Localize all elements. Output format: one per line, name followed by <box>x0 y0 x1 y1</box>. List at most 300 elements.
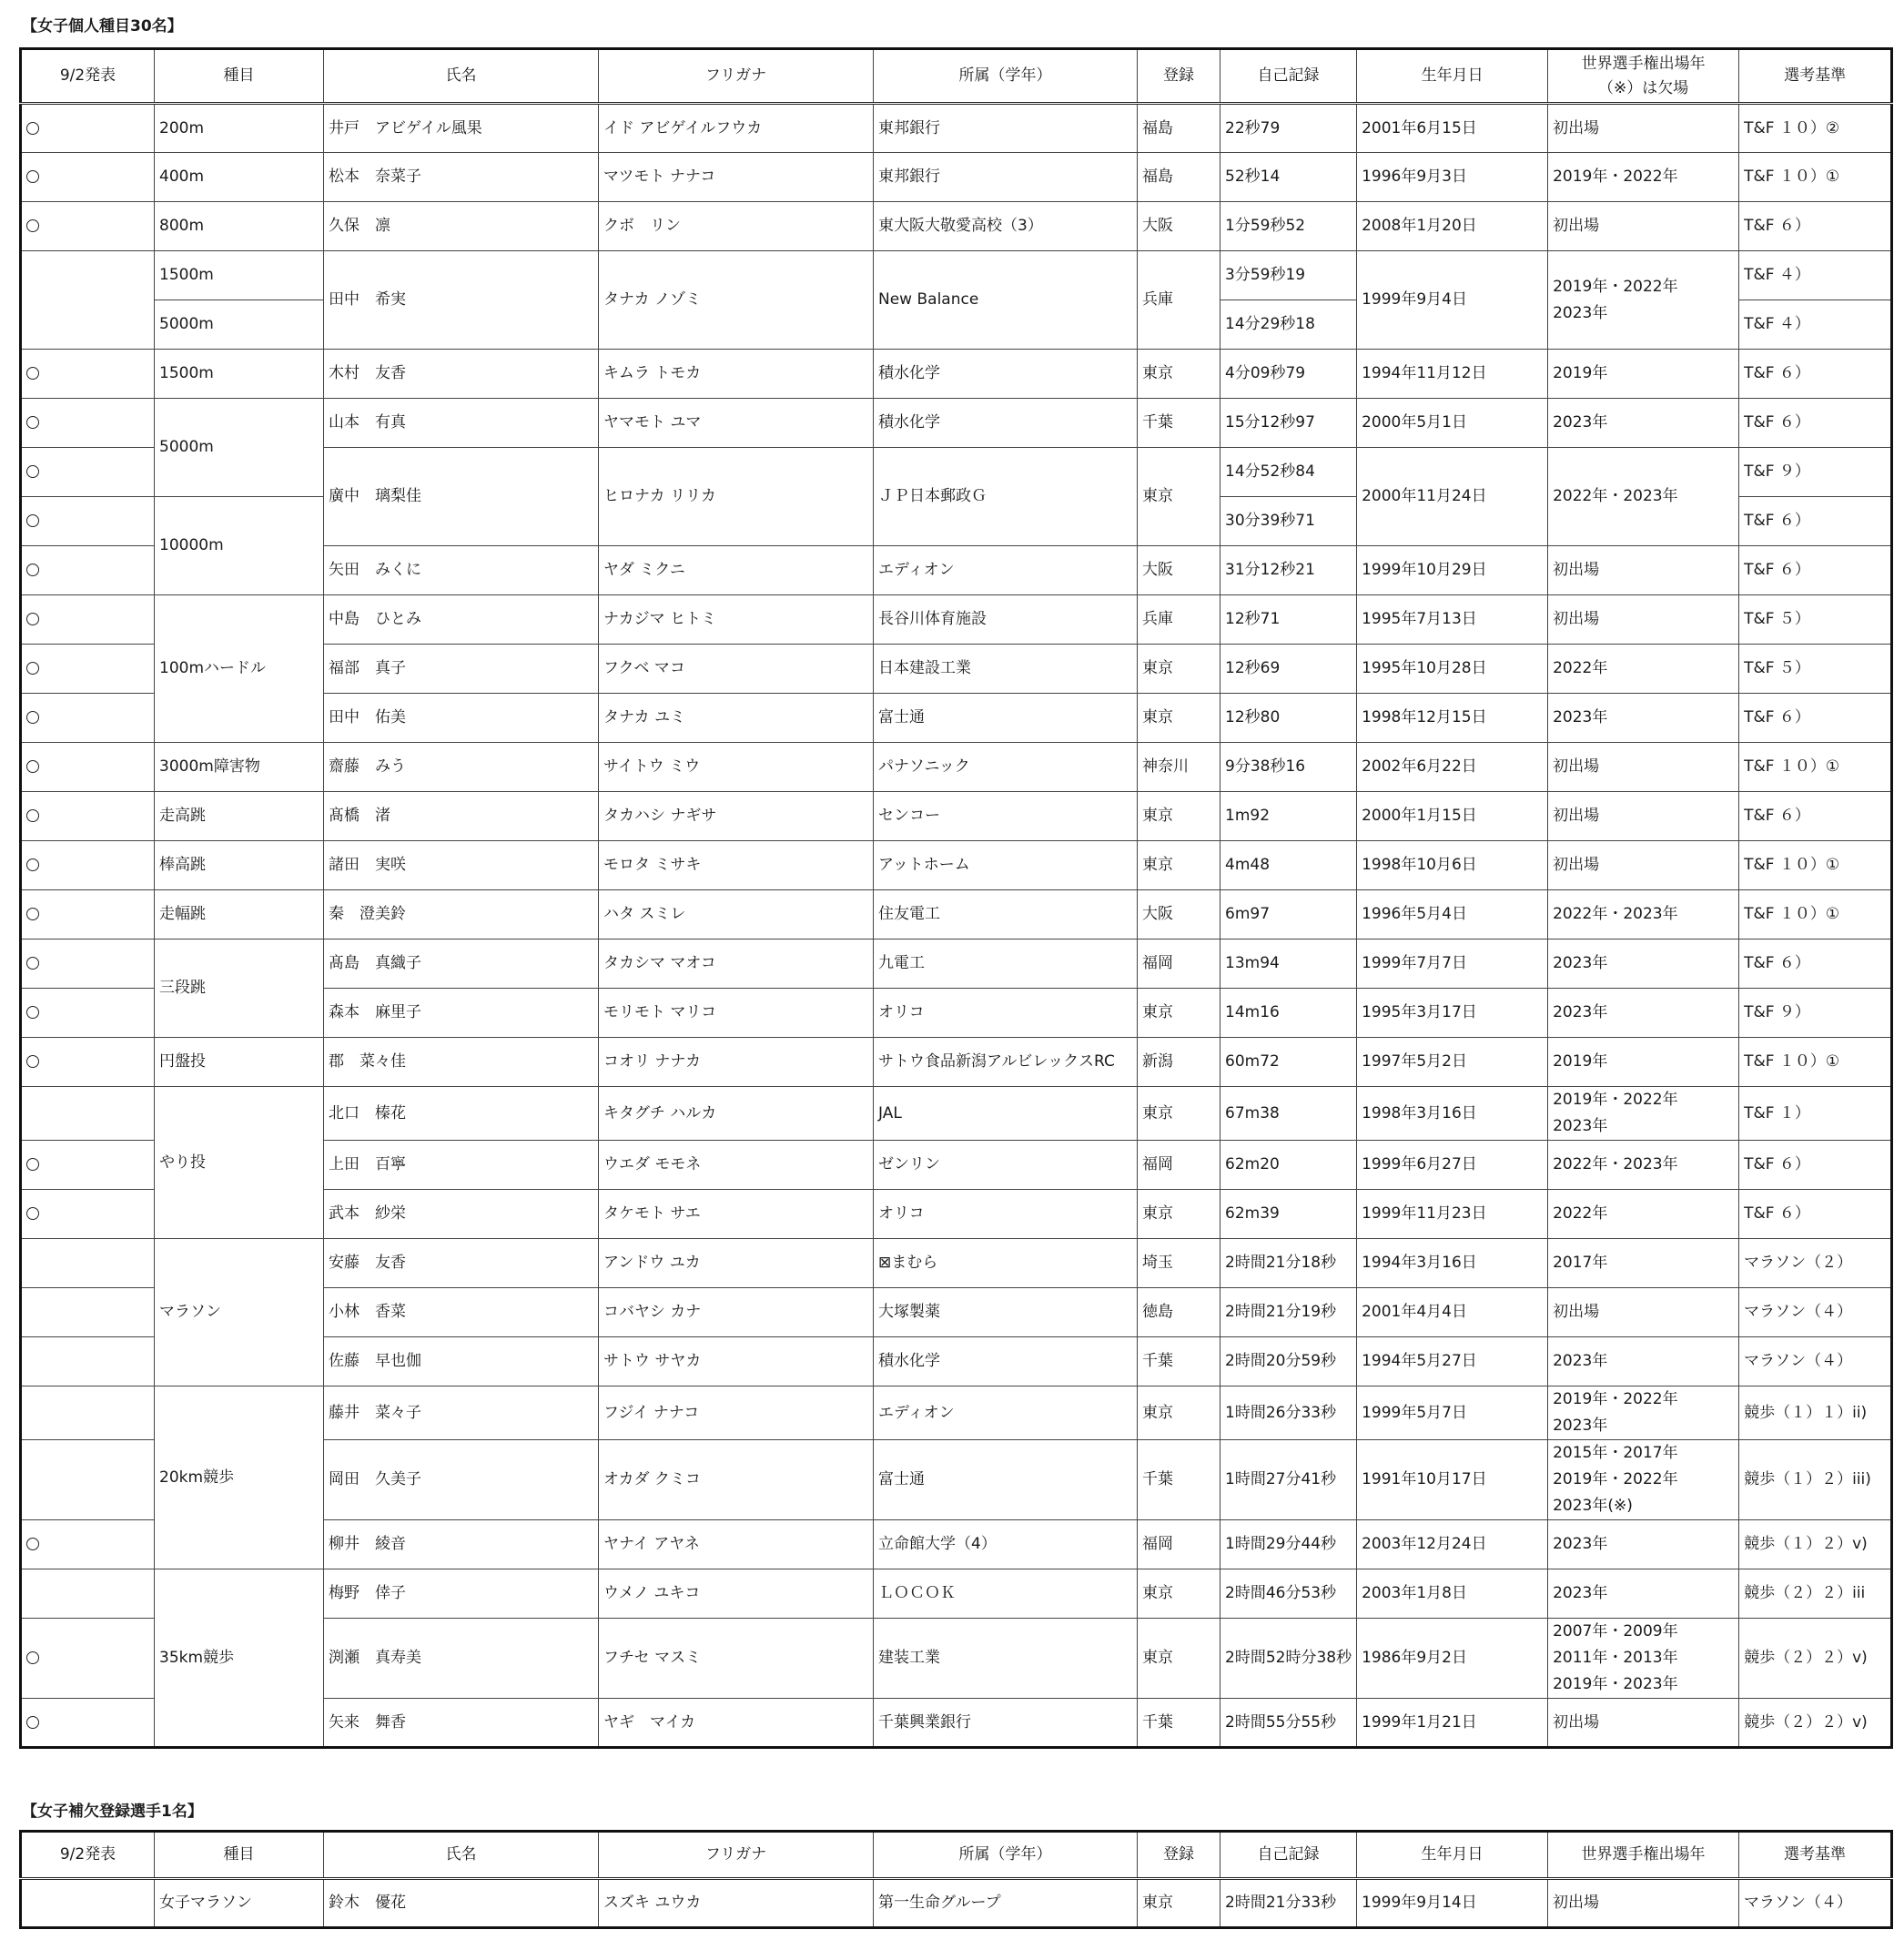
athlete-worlds <box>1548 694 1739 743</box>
athlete-record: 1時間26分33秒 <box>1220 1386 1357 1440</box>
athlete-kana: スズキ ユウカ <box>599 1879 874 1928</box>
announced-cell <box>21 1239 155 1288</box>
athlete-record: 2時間46分53秒 <box>1220 1569 1357 1619</box>
header-worlds-label: 世界選手権出場年 <box>1581 54 1706 73</box>
athlete-criteria: T&F ６） <box>1739 546 1892 595</box>
circle-icon <box>26 514 39 527</box>
athlete-record: 4m48 <box>1220 841 1357 890</box>
worlds-line: 2011年・2013年 <box>1553 1649 1678 1667</box>
athlete-criteria: T&F ６） <box>1739 940 1892 989</box>
athlete-criteria: 競歩（２）２）v) <box>1739 1699 1892 1748</box>
athlete-birth: 1991年10月17日 <box>1357 1440 1548 1520</box>
athlete-region: 東京 <box>1138 1879 1220 1928</box>
header-worlds-note: （※）は欠場 <box>1597 78 1689 97</box>
athlete-birth: 1999年10月29日 <box>1357 546 1548 595</box>
circle-icon <box>26 1651 39 1664</box>
athlete-kana: タナカ ノゾミ <box>599 251 874 350</box>
circle-icon <box>26 1207 39 1220</box>
announced-cell <box>21 153 155 202</box>
athlete-affiliation: 東邦銀行 <box>874 153 1138 202</box>
athlete-name: 中島 ひとみ <box>324 595 599 645</box>
athlete-criteria: T&F ６） <box>1739 1141 1892 1190</box>
worlds-line: 2019年・2023年 <box>1553 1675 1678 1693</box>
athlete-name: 岡田 久美子 <box>324 1440 599 1520</box>
athlete-birth: 2002年6月22日 <box>1357 743 1548 792</box>
circle-icon <box>26 219 39 232</box>
athlete-region: 千葉 <box>1138 399 1220 448</box>
circle-icon <box>26 858 39 871</box>
announced-cell <box>21 251 155 350</box>
athlete-worlds <box>1548 595 1739 645</box>
announced-cell <box>21 1879 155 1928</box>
circle-icon <box>26 564 39 576</box>
athlete-birth: 1998年10月6日 <box>1357 841 1548 890</box>
athlete-birth: 1995年7月13日 <box>1357 595 1548 645</box>
announced-cell <box>21 350 155 399</box>
athlete-birth: 1998年3月16日 <box>1357 1087 1548 1141</box>
athlete-affiliation: 立命館大学（4） <box>874 1520 1138 1569</box>
table-row <box>21 153 1892 202</box>
athlete-region: 東京 <box>1138 1619 1220 1699</box>
header-worlds <box>1548 49 1739 104</box>
athlete-criteria: 競歩（１）１）ii) <box>1739 1386 1892 1440</box>
circle-icon <box>26 809 39 822</box>
worlds-line: 2015年・2017年 <box>1553 1444 1678 1462</box>
athlete-name: 渕瀬 真寿美 <box>324 1619 599 1699</box>
athlete-region: 兵庫 <box>1138 251 1220 350</box>
athlete-kana: ヤギ マイカ <box>599 1699 874 1748</box>
athlete-birth: 1999年11月23日 <box>1357 1190 1548 1239</box>
athlete-criteria: T&F ４） <box>1739 251 1892 300</box>
athlete-name: 諸田 実咲 <box>324 841 599 890</box>
table-row <box>21 841 1892 890</box>
athlete-birth: 1999年9月14日 <box>1357 1879 1548 1928</box>
athlete-birth: 2003年1月8日 <box>1357 1569 1548 1619</box>
athlete-kana: オカダ クミコ <box>599 1440 874 1520</box>
header-kana: フリガナ <box>599 49 874 104</box>
athlete-kana: キタグチ ハルカ <box>599 1087 874 1141</box>
circle-icon <box>26 613 39 625</box>
athlete-name: 福部 真子 <box>324 645 599 694</box>
athlete-criteria: T&F ６） <box>1739 399 1892 448</box>
header-name: 氏名 <box>324 1832 599 1879</box>
athlete-affiliation: 富士通 <box>874 1440 1138 1520</box>
athlete-criteria: T&F １０）① <box>1739 841 1892 890</box>
athlete-worlds <box>1548 1569 1739 1619</box>
worlds-line: 初出場 <box>1553 217 1600 235</box>
athlete-record: 2時間21分33秒 <box>1220 1879 1357 1928</box>
worlds-line: 初出場 <box>1553 1712 1600 1732</box>
header-record: 自己記録 <box>1220 49 1357 104</box>
athlete-record: 2時間20分59秒 <box>1220 1337 1357 1386</box>
athlete-criteria: 競歩（１）２）v) <box>1739 1520 1892 1569</box>
worlds-line: 2019年・2022年 <box>1553 277 1678 296</box>
athlete-affiliation: アットホーム <box>874 841 1138 890</box>
table-row <box>21 350 1892 399</box>
athlete-worlds <box>1548 1440 1739 1520</box>
athlete-record: 30分39秒71 <box>1220 497 1357 546</box>
worlds-line: 2023年 <box>1553 1535 1608 1553</box>
announced-cell <box>21 448 155 497</box>
athlete-criteria: T&F ９） <box>1739 448 1892 497</box>
worlds-line: 初出場 <box>1553 1303 1600 1321</box>
athlete-worlds <box>1548 104 1739 153</box>
athlete-record: 62m20 <box>1220 1141 1357 1190</box>
athlete-worlds <box>1548 792 1739 841</box>
athlete-birth: 2001年4月4日 <box>1357 1288 1548 1337</box>
header-kana: フリガナ <box>599 1832 874 1879</box>
announced-cell <box>21 1520 155 1569</box>
event-cell: 35km競歩 <box>155 1569 324 1748</box>
table-row <box>21 202 1892 251</box>
athlete-criteria: T&F １０）① <box>1739 890 1892 940</box>
athlete-name: 齋藤 みう <box>324 743 599 792</box>
athlete-record: 52秒14 <box>1220 153 1357 202</box>
athlete-affiliation: ＬＯＣＯＫ <box>874 1569 1138 1619</box>
event-cell: 100mハードル <box>155 595 324 743</box>
athlete-birth: 1994年11月12日 <box>1357 350 1548 399</box>
circle-icon <box>26 367 39 380</box>
table-row <box>21 890 1892 940</box>
announced-cell <box>21 890 155 940</box>
athlete-record: 1m92 <box>1220 792 1357 841</box>
announced-cell <box>21 940 155 989</box>
athlete-affiliation: 九電工 <box>874 940 1138 989</box>
athlete-region: 東京 <box>1138 792 1220 841</box>
athlete-criteria: 競歩（２）２）v) <box>1739 1619 1892 1699</box>
athlete-worlds: 2019年 <box>1548 350 1739 399</box>
athlete-birth: 1999年1月21日 <box>1357 1699 1548 1748</box>
circle-icon <box>26 711 39 724</box>
table-row <box>21 1386 1892 1440</box>
athlete-criteria: T&F １） <box>1739 1087 1892 1141</box>
circle-icon <box>26 1006 39 1019</box>
athlete-name: 小林 香菜 <box>324 1288 599 1337</box>
header-region: 登録 <box>1138 49 1220 104</box>
athlete-affiliation: 積水化学 <box>874 399 1138 448</box>
athlete-kana: ヤマモト ユマ <box>599 399 874 448</box>
header-birth: 生年月日 <box>1357 49 1548 104</box>
worlds-line: 2023年 <box>1553 1117 1608 1135</box>
athlete-birth: 1996年9月3日 <box>1357 153 1548 202</box>
athlete-name: 上田 百寧 <box>324 1141 599 1190</box>
table-row <box>21 1569 1892 1619</box>
table-row <box>21 399 1892 448</box>
athlete-criteria: T&F ４） <box>1739 300 1892 350</box>
athlete-affiliation: 住友電工 <box>874 890 1138 940</box>
header-birth: 生年月日 <box>1357 1832 1548 1879</box>
athlete-kana: クボ リン <box>599 202 874 251</box>
announced-cell <box>21 1038 155 1087</box>
athlete-record: 2時間52時分38秒 <box>1220 1619 1357 1699</box>
athlete-affiliation: 東大阪大敬愛高校（3） <box>874 202 1138 251</box>
athlete-kana: ヒロナカ リリカ <box>599 448 874 546</box>
athlete-name: 安藤 友香 <box>324 1239 599 1288</box>
athlete-worlds <box>1548 1141 1739 1190</box>
table-row <box>21 1239 1892 1288</box>
announced-cell <box>21 1087 155 1141</box>
event-cell: 走高跳 <box>155 792 324 841</box>
event-cell: 200m <box>155 104 324 153</box>
athlete-record: 60m72 <box>1220 1038 1357 1087</box>
announced-cell <box>21 497 155 546</box>
athlete-worlds: 初出場 <box>1548 546 1739 595</box>
athlete-affiliation: パナソニック <box>874 743 1138 792</box>
athlete-name: 田中 佑美 <box>324 694 599 743</box>
athlete-birth: 1996年5月4日 <box>1357 890 1548 940</box>
athlete-name: 藤井 菜々子 <box>324 1386 599 1440</box>
athlete-affiliation: New Balance <box>874 251 1138 350</box>
athlete-region: 東京 <box>1138 989 1220 1038</box>
circle-icon <box>26 1538 39 1550</box>
announced-cell <box>21 595 155 645</box>
table-row <box>21 743 1892 792</box>
athlete-kana: フチセ マスミ <box>599 1619 874 1699</box>
worlds-line: 2023年 <box>1553 1003 1608 1021</box>
athlete-record: 3分59秒19 <box>1220 251 1357 300</box>
announced-cell <box>21 1337 155 1386</box>
athlete-region: 千葉 <box>1138 1440 1220 1520</box>
worlds-line: 2007年・2009年 <box>1553 1622 1678 1640</box>
athlete-affiliation: 東邦銀行 <box>874 104 1138 153</box>
athlete-criteria: T&F ９） <box>1739 989 1892 1038</box>
athlete-birth: 1999年5月7日 <box>1357 1386 1548 1440</box>
event-cell: 女子マラソン <box>155 1879 324 1928</box>
athlete-name: 森本 麻里子 <box>324 989 599 1038</box>
announced-cell <box>21 202 155 251</box>
worlds-line: 初出場 <box>1553 807 1600 825</box>
athlete-name: 髙橋 渚 <box>324 792 599 841</box>
athlete-criteria: マラソン（４） <box>1739 1337 1892 1386</box>
announced-cell <box>21 1288 155 1337</box>
athlete-criteria: 競歩（２）２）iii <box>1739 1569 1892 1619</box>
athlete-region: 兵庫 <box>1138 595 1220 645</box>
circle-icon <box>26 662 39 675</box>
event-cell: 1500m <box>155 350 324 399</box>
athlete-affiliation: ⊠まむら <box>874 1239 1138 1288</box>
athlete-kana: タカシマ マオコ <box>599 940 874 989</box>
section-title-individual: 【女子個人種目30名】 <box>22 17 183 36</box>
announced-cell <box>21 645 155 694</box>
worlds-line: 2022年・2023年 <box>1553 905 1678 923</box>
athlete-affiliation: センコー <box>874 792 1138 841</box>
worlds-line: 初出場 <box>1553 610 1600 628</box>
athlete-name: 山本 有真 <box>324 399 599 448</box>
event-cell: 10000m <box>155 497 324 595</box>
athlete-region: 福島 <box>1138 104 1220 153</box>
athlete-kana: アンドウ ユカ <box>599 1239 874 1288</box>
athlete-region: 大阪 <box>1138 202 1220 251</box>
athlete-worlds <box>1548 1239 1739 1288</box>
athlete-birth: 1997年5月2日 <box>1357 1038 1548 1087</box>
athlete-kana: サイトウ ミウ <box>599 743 874 792</box>
athlete-worlds <box>1548 153 1739 202</box>
announced-cell <box>21 792 155 841</box>
athlete-record: 12秒71 <box>1220 595 1357 645</box>
athlete-region: 福岡 <box>1138 1520 1220 1569</box>
athlete-region: 東京 <box>1138 350 1220 399</box>
worlds-line: 2023年 <box>1553 303 1608 322</box>
athlete-birth: 2003年12月24日 <box>1357 1520 1548 1569</box>
athlete-name: 柳井 綾音 <box>324 1520 599 1569</box>
header-record: 自己記録 <box>1220 1832 1357 1879</box>
athlete-worlds <box>1548 1038 1739 1087</box>
athlete-record: 2時間21分18秒 <box>1220 1239 1357 1288</box>
athlete-criteria: T&F ６） <box>1739 497 1892 546</box>
athlete-kana: ヤダ ミクニ <box>599 546 874 595</box>
header-event: 種目 <box>155 49 324 104</box>
athlete-birth: 1998年12月15日 <box>1357 694 1548 743</box>
circle-icon <box>26 1055 39 1068</box>
athlete-name: 矢田 みくに <box>324 546 599 595</box>
header-criteria: 選考基準 <box>1739 1832 1892 1879</box>
athlete-criteria: T&F １０）① <box>1739 153 1892 202</box>
athlete-record: 67m38 <box>1220 1087 1357 1141</box>
header-name: 氏名 <box>324 49 599 104</box>
athlete-affiliation: 大塚製薬 <box>874 1288 1138 1337</box>
athlete-kana: ウメノ ユキコ <box>599 1569 874 1619</box>
athlete-birth: 1995年3月17日 <box>1357 989 1548 1038</box>
circle-icon <box>26 957 39 970</box>
athlete-kana: フクベ マコ <box>599 645 874 694</box>
athlete-criteria: T&F １０）② <box>1739 104 1892 153</box>
athlete-name: 佐藤 早也伽 <box>324 1337 599 1386</box>
athlete-worlds <box>1548 251 1739 350</box>
circle-icon <box>26 1158 39 1171</box>
athlete-name: 北口 榛花 <box>324 1087 599 1141</box>
circle-icon <box>26 1716 39 1729</box>
worlds-line: 2023年 <box>1553 1417 1608 1435</box>
athlete-affiliation: JAL <box>874 1087 1138 1141</box>
announced-cell <box>21 743 155 792</box>
athlete-name: 廣中 璃梨佳 <box>324 448 599 546</box>
athlete-criteria: マラソン（４） <box>1739 1288 1892 1337</box>
athlete-birth: 2000年1月15日 <box>1357 792 1548 841</box>
athlete-record: 1時間27分41秒 <box>1220 1440 1357 1520</box>
announced-cell <box>21 1440 155 1520</box>
reserve-table <box>19 1830 1893 1929</box>
athlete-region: 福岡 <box>1138 940 1220 989</box>
athlete-kana: ウエダ モモネ <box>599 1141 874 1190</box>
circle-icon <box>26 908 39 920</box>
athlete-region: 千葉 <box>1138 1337 1220 1386</box>
event-cell: 走幅跳 <box>155 890 324 940</box>
header-region: 登録 <box>1138 1832 1220 1879</box>
athlete-criteria: T&F ５） <box>1739 595 1892 645</box>
athlete-worlds <box>1548 1699 1739 1748</box>
header-worlds: 世界選手権出場年 <box>1548 1832 1739 1879</box>
athlete-name: 秦 澄美鈴 <box>324 890 599 940</box>
worlds-line: 初出場 <box>1553 118 1600 137</box>
athlete-worlds <box>1548 645 1739 694</box>
table-row <box>21 251 1892 300</box>
athlete-name: 田中 希実 <box>324 251 599 350</box>
athlete-worlds <box>1548 1190 1739 1239</box>
athlete-birth: 2008年1月20日 <box>1357 202 1548 251</box>
announced-cell <box>21 546 155 595</box>
athlete-name: 木村 友香 <box>324 350 599 399</box>
event-cell: 400m <box>155 153 324 202</box>
athlete-region: 東京 <box>1138 1386 1220 1440</box>
athlete-record: 22秒79 <box>1220 104 1357 153</box>
announced-cell <box>21 1619 155 1699</box>
athlete-record: 4分09秒79 <box>1220 350 1357 399</box>
announced-cell <box>21 989 155 1038</box>
athlete-record: 13m94 <box>1220 940 1357 989</box>
athlete-affiliation: ＪＰ日本郵政Ｇ <box>874 448 1138 546</box>
worlds-line: 2023年(※) <box>1553 1497 1633 1515</box>
header-event: 種目 <box>155 1832 324 1879</box>
event-cell: 5000m <box>155 399 324 497</box>
athlete-criteria: T&F ６） <box>1739 792 1892 841</box>
athlete-affiliation: 積水化学 <box>874 1337 1138 1386</box>
athlete-worlds: 初出場 <box>1548 1879 1739 1928</box>
worlds-line: 2022年・2023年 <box>1553 1155 1678 1173</box>
worlds-line: 2019年 <box>1553 1052 1608 1071</box>
event-cell: 3000m障害物 <box>155 743 324 792</box>
athlete-region: 東京 <box>1138 694 1220 743</box>
event-cell: 棒高跳 <box>155 841 324 890</box>
athlete-record: 15分12秒97 <box>1220 399 1357 448</box>
athlete-criteria: T&F ６） <box>1739 350 1892 399</box>
athlete-affiliation: 富士通 <box>874 694 1138 743</box>
announced-cell <box>21 1699 155 1748</box>
event-cell: マラソン <box>155 1239 324 1386</box>
athlete-affiliation: 第一生命グループ <box>874 1879 1138 1928</box>
athlete-worlds <box>1548 1386 1739 1440</box>
athlete-kana: タカハシ ナギサ <box>599 792 874 841</box>
athlete-kana: キムラ トモカ <box>599 350 874 399</box>
individual-events-table <box>19 47 1893 1749</box>
table-row <box>21 1879 1892 1928</box>
athlete-affiliation: 千葉興業銀行 <box>874 1699 1138 1748</box>
athlete-criteria: 競歩（１）２）iii) <box>1739 1440 1892 1520</box>
athlete-birth: 1995年10月28日 <box>1357 645 1548 694</box>
circle-icon <box>26 170 39 183</box>
athlete-name: 髙島 真織子 <box>324 940 599 989</box>
athlete-record: 14分52秒84 <box>1220 448 1357 497</box>
worlds-line: 2019年・2022年 <box>1553 1390 1678 1408</box>
athlete-criteria: T&F ６） <box>1739 202 1892 251</box>
announced-cell <box>21 841 155 890</box>
header-affiliation: 所属（学年） <box>874 49 1138 104</box>
athlete-record: 14分29秒18 <box>1220 300 1357 350</box>
athlete-birth: 1994年3月16日 <box>1357 1239 1548 1288</box>
event-cell: 800m <box>155 202 324 251</box>
athlete-criteria: T&F １０）① <box>1739 1038 1892 1087</box>
athlete-worlds: 2023年 <box>1548 399 1739 448</box>
athlete-worlds <box>1548 1619 1739 1699</box>
header-announced: 9/2発表 <box>21 1832 155 1879</box>
athlete-name: 松本 奈菜子 <box>324 153 599 202</box>
table-row <box>21 1087 1892 1141</box>
athlete-criteria: マラソン（２） <box>1739 1239 1892 1288</box>
athlete-birth: 1999年6月27日 <box>1357 1141 1548 1190</box>
athlete-criteria: T&F ６） <box>1739 694 1892 743</box>
athlete-birth: 2000年5月1日 <box>1357 399 1548 448</box>
athlete-region: 千葉 <box>1138 1699 1220 1748</box>
athlete-kana: イド アビゲイルフウカ <box>599 104 874 153</box>
athlete-kana: ナカジマ ヒトミ <box>599 595 874 645</box>
event-cell: 1500m <box>155 251 324 300</box>
athlete-criteria: T&F ５） <box>1739 645 1892 694</box>
athlete-region: 東京 <box>1138 1569 1220 1619</box>
athlete-record: 9分38秒16 <box>1220 743 1357 792</box>
announced-cell <box>21 694 155 743</box>
athlete-region: 大阪 <box>1138 546 1220 595</box>
athlete-worlds <box>1548 1087 1739 1141</box>
header-criteria: 選考基準 <box>1739 49 1892 104</box>
